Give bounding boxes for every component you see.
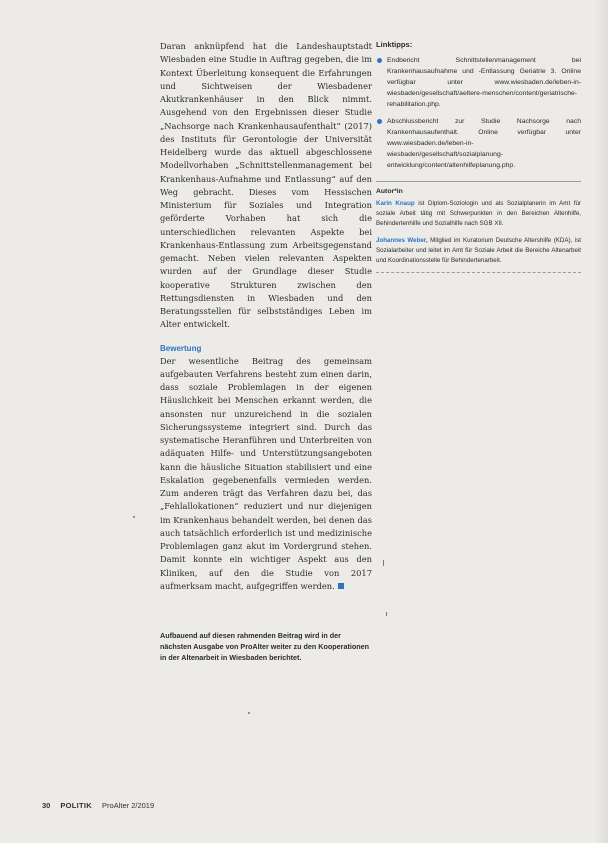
link-item-text: Abschlussbericht zur Studie Nachsorge nach Krankenhausaufenthalt. Online verfügbar unter www.wiesbaden.de/leben-in-wiesbaden/gesellschaft/sozialplanung-entwicklung/content/altenhilfeplanung.php. <box>387 118 581 169</box>
author-name: Johannes Weber, <box>376 236 428 244</box>
article-paragraph-bewertung-text: Der wesentliche Beitrag des gemeinsam aufgebauten Verfahrens besteht zum einen darin, dass soziale Problemlagen in der eigenen Häuslichkeit bei Menschen erkannt werden, die ansonsten nur unzureichend in die sozialen Sicherungssysteme integriert sind. Durch das systematische Heranführen und Unterbreiten von adäquaten Hilfe- und Unterstützungsangeboten kann die häusliche Situation stabilisiert und eine Eskalation gegebenenfalls vermieden werden. Zum anderen trägt das Verfahren dazu bei, das „Fehlallokationen“ reduziert und nur diejenigen im Krankenhaus behandelt werden, bei denen das auch tatsächlich erforderlich ist und medizinische Problemlagen ganz akut im Vordergrund stehen. Damit konnte ein wichtiger Aspekt aus den Kliniken, auf den die Studie von 2017 aufmerksam macht, aufgegriffen werden. <box>160 355 372 591</box>
author-bio: ist Diplom-Soziologin und als Sozialplanerin im Amt für soziale Arbeit tätig mit Schwerpunkten in den Bereichen Altenhilfe, Behindertenhilfe und Sozialhilfe nach SGB XII. <box>376 200 581 228</box>
author-entry <box>376 199 581 230</box>
article-end-mark-icon <box>338 583 344 589</box>
link-item[interactable] <box>376 55 581 110</box>
page-footer <box>42 801 154 810</box>
scan-speck <box>248 712 250 714</box>
article-paragraph-intro: Daran anknüpfend hat die Landeshauptstadt Wiesbaden eine Studie in Auftrag gegeben, die im Kontext Überleitung konsequent die Erfahrungen und Sichtweisen der Wiesbadener Akutkrankenhäuser in den Blick nimmt. Ausgehend von den Ergebnissen dieser Studie „Nachsorge nach Krankenhausaufenthalt“ (2017) des Instituts für Gerontologie der Universität Heidelberg wurde das aktuell abgeschlossene Modellvorhaben „Schnittstellenmanagement bei Krankenhaus-Aufnahme und Entlassung“ auf den Weg gebracht. Dieses vom Hessischen Ministerium für Soziales und Integration geförderte Vorhaben hat sich die unterschiedlichen relevanten Aspekte bei Krankenhaus-Entlassung zum Arbeitsgegenstand gemacht. Neben vielen relevanten Aspekten wurden auf der Grundlage dieser Studie kooperative Strukturen zwischen den Rettungsdiensten in Wiesbaden und den Beratungsstellen für selbstständiges Leben im Alter entwickelt. <box>160 41 372 330</box>
author-entry <box>376 236 581 267</box>
divider <box>376 181 581 182</box>
scan-speck <box>133 516 135 518</box>
scan-speck <box>386 612 387 616</box>
authors-title: Autor*in <box>376 188 403 195</box>
section-name: POLITIK <box>60 801 93 810</box>
issue-label: ProAlter 2/2019 <box>102 801 155 810</box>
author-name: Karin Knaup <box>376 200 415 207</box>
link-item-text: Endbericht Schnittstellenmanagement bei Krankenhausaufnahme und -Entlassung Geriatrie 3. Online verfügbar unter www.wiesbaden.de/leben-in-wiesbaden/gesellschaft/aeltere-menschen/content/geriatrische-rehabilitation.php. <box>387 57 581 108</box>
author-bio: Mitglied im Kuratorium Deutsche Altershilfe (KDA), ist Sozialarbeiter und leitet im Amt für Soziale Arbeit die Bereiche Altenarbeit und Koordinationsstelle für Behindertenarbeit. <box>376 236 582 265</box>
link-item[interactable] <box>376 116 581 171</box>
bullet-icon <box>377 119 382 124</box>
section-heading-bewertung: Bewertung <box>160 343 202 353</box>
page-number: 30 <box>42 801 51 810</box>
sidebar-column <box>376 40 581 279</box>
main-article-column <box>160 40 372 593</box>
article-paragraph-bewertung <box>160 355 372 594</box>
divider <box>376 272 581 273</box>
links-list <box>376 55 581 171</box>
bullet-icon <box>377 58 382 63</box>
links-title: Linktipps: <box>376 40 413 49</box>
scan-speck <box>383 560 384 566</box>
next-issue-callout: Aufbauend auf diesen rahmenden Beitrag wird in der nächsten Ausgabe von ProAlter weiter zu den Kooperationen in der Altenarbeit in Wiesbaden berichtet. <box>160 631 370 663</box>
